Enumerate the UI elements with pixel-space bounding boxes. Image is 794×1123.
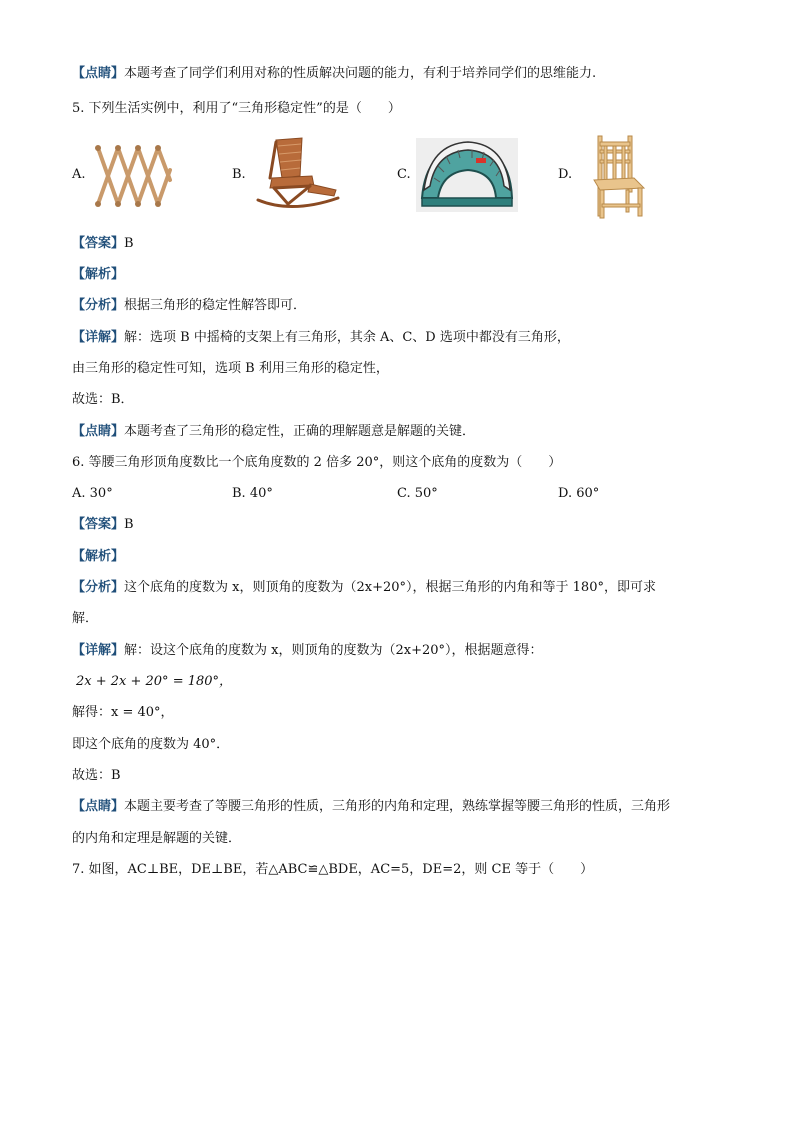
dianjing-line-1 <box>72 65 596 83</box>
dianjing-text: 本题考查了同学们利用对称的性质解决问题的能力，有利于培养同学们的思维能力. <box>124 66 597 81</box>
xiangjie-tag-2: 【详解】 <box>72 643 125 658</box>
q6-fenxi-2 <box>72 610 98 628</box>
q6-jiexi <box>72 548 124 566</box>
dianjing-tag-2: 【点睛】 <box>72 424 125 439</box>
q6-option-b: B. 40° <box>232 486 273 501</box>
question-6 <box>72 454 561 472</box>
q5-guxuan <box>72 391 134 409</box>
answer-value-2: B <box>124 517 134 532</box>
q6-xiangjie-1 <box>72 642 543 660</box>
option-d-label: D. <box>558 167 573 182</box>
q6-option-a: A. 30° <box>72 486 113 501</box>
dianjing-tag-3: 【点睛】 <box>72 799 125 814</box>
q6-dianjing-2: 的内角和定理是解题的关键． <box>72 831 242 846</box>
dianjing-tag: 【点睛】 <box>72 66 125 81</box>
wooden-chair-image <box>588 134 650 224</box>
dianjing-text-2: 本题考查了三角形的稳定性，正确的理解题意是解题的关键． <box>124 424 476 439</box>
answer-value: B <box>124 236 134 251</box>
q5-answer <box>72 235 134 253</box>
question-7: 7. 如图，AC⊥BE，DE⊥BE，若△ABC≌△BDE，AC=5，DE=2，则 CE 等于（ ） <box>72 862 594 877</box>
q5-dianjing <box>72 423 475 441</box>
q6-result: 即这个底角的度数为 40°． <box>72 737 230 752</box>
dianjing-text-3: 本题主要考查了等腰三角形的性质，三角形的内角和定理，熟练掌握等腰三角形的性质，三角形 <box>124 799 671 814</box>
question-5-text: 5. 下列生活实例中，利用了“三角形稳定性”的是（ ） <box>72 101 401 116</box>
xiangjie-text: 解：选项 B 中摇椅的支架上有三角形，其余 A、C、D 选项中都没有三角形， <box>124 330 570 345</box>
option-c-label: C. <box>397 167 411 182</box>
q5-xiangjie-1 <box>72 329 570 347</box>
q5-fenxi <box>72 297 306 315</box>
fenxi-text-2: 这个底角的度数为 x，则顶角的度数为（2x+20°），根据三角形的内角和等于 180°，即可求 <box>124 580 656 595</box>
q6-guxuan: 故选：B <box>72 768 121 783</box>
question-6-text: 6. 等腰三角形顶角度数比一个底角度数的 2 倍多 20°，则这个底角的度数为（ ） <box>72 455 562 470</box>
guxuan-text: 故选：B． <box>72 392 134 407</box>
arch-bridge-image <box>416 138 518 216</box>
xiangjie-tag: 【详解】 <box>72 330 125 345</box>
option-a-label: A. <box>72 167 86 182</box>
q6-equation-1: 2x + 2x + 20° = 180°， <box>76 674 233 689</box>
fenxi-text: 根据三角形的稳定性解答即可． <box>124 298 307 313</box>
option-b-label: B. <box>232 167 246 182</box>
fenxi-tag-2: 【分析】 <box>72 580 125 595</box>
question-5 <box>72 100 401 118</box>
xiangjie-text-2: 由三角形的稳定性可知，选项 B 利用三角形的稳定性， <box>72 361 389 376</box>
rocking-chair-image <box>252 134 340 214</box>
q5-xiangjie-2 <box>72 360 389 378</box>
fenxi-text-3: 解． <box>72 611 99 626</box>
q6-equation-2: 解得：x = 40°， <box>72 705 174 720</box>
expandable-rack-image <box>92 140 174 216</box>
answer-tag-2: 【答案】 <box>72 517 125 532</box>
jiexi-tag: 【解析】 <box>72 267 125 282</box>
q6-option-c: C. 50° <box>397 486 438 501</box>
q6-answer <box>72 516 134 534</box>
jiexi-tag-2: 【解析】 <box>72 549 125 564</box>
xiangjie-text-3: 解：设这个底角的度数为 x，则顶角的度数为（2x+20°），根据题意得： <box>124 643 543 658</box>
q5-jiexi <box>72 266 124 284</box>
fenxi-tag: 【分析】 <box>72 298 125 313</box>
q6-fenxi-1 <box>72 579 656 597</box>
q6-option-d: D. 60° <box>558 486 600 501</box>
q6-dianjing-1 <box>72 798 670 816</box>
answer-tag: 【答案】 <box>72 236 125 251</box>
